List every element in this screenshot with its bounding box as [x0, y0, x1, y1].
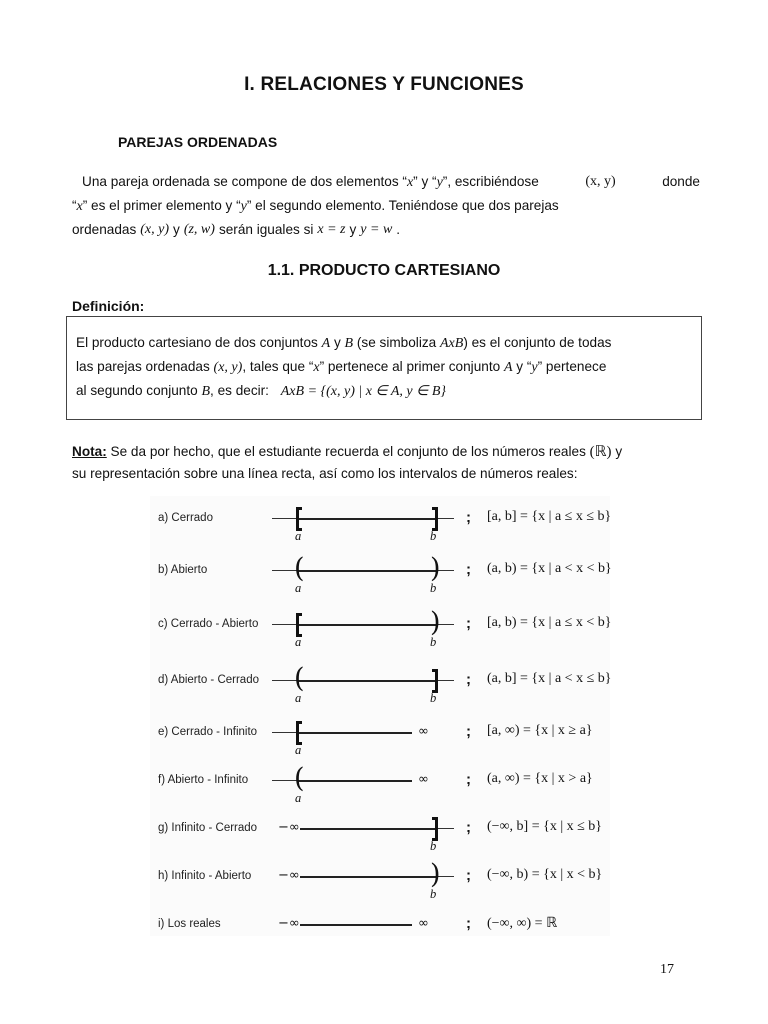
- endpoint-label: a: [295, 791, 302, 805]
- endpoint-label: a: [295, 581, 302, 595]
- interval-row: [150, 758, 610, 812]
- interval-formula: (−∞, b] = {x | x ≤ b}: [487, 819, 603, 834]
- definition-box: [66, 316, 702, 420]
- interval-formula: [a, ∞) = {x | x ≥ a}: [487, 723, 593, 738]
- interval-formula: (a, b] = {x | a < x ≤ b}: [487, 671, 612, 686]
- neg-infinity-label: −∞: [278, 868, 300, 883]
- interval-label: g) Infinito - Cerrado: [158, 822, 258, 834]
- semicolon: ;: [466, 509, 471, 526]
- interval-formula: (a, ∞) = {x | x > a}: [487, 771, 593, 786]
- neg-infinity-label: −∞: [278, 820, 300, 835]
- number-line-left-thin: [272, 624, 298, 625]
- semicolon: ;: [466, 615, 471, 632]
- interval-formula: (−∞, ∞) = ℝ: [487, 916, 558, 931]
- semicolon: ;: [466, 819, 471, 836]
- interval-row: [150, 806, 610, 860]
- endpoint-label: a: [295, 635, 302, 649]
- intervals-figure: [150, 496, 610, 936]
- interval-label: f) Abierto - Infinito: [158, 774, 249, 786]
- left-parenthesis-icon: (: [294, 553, 305, 584]
- interval-label: c) Cerrado - Abierto: [158, 618, 259, 630]
- interval-segment: [300, 876, 436, 878]
- left-bracket-icon: [296, 507, 302, 531]
- right-parenthesis-icon: ): [430, 607, 441, 638]
- semicolon: ;: [466, 771, 471, 788]
- interval-row: [150, 548, 610, 602]
- page-number: 17: [660, 962, 674, 977]
- note-paragraph: Nota: Se da por hecho, que el estudiante recuerda el conjunto de los números reales (ℝ) y su representación sobre una línea recta, así como los intervalos de números reales:: [72, 444, 623, 481]
- interval-formula: (−∞, b) = {x | x < b}: [487, 867, 603, 882]
- endpoint-label: b: [430, 691, 437, 705]
- neg-infinity-label: −∞: [278, 916, 300, 931]
- page-title: I. RELACIONES Y FUNCIONES: [244, 74, 524, 95]
- paragraph-line-3: ordenadas (x, y) y (z, w) serán iguales si x = z y y = w .: [72, 222, 401, 237]
- number-line-right-thin: [436, 828, 454, 829]
- interval-label: d) Abierto - Cerrado: [158, 674, 259, 686]
- endpoint-label: b: [430, 887, 437, 901]
- right-bracket-icon: [432, 507, 438, 531]
- paragraph-line-1: Una pareja ordenada se compone de dos elementos “x” y “y”, escribiéndose (x, y) donde: [82, 174, 700, 190]
- left-parenthesis-icon: (: [294, 763, 305, 794]
- endpoint-label: b: [430, 839, 437, 853]
- note-label: Nota:: [72, 444, 107, 459]
- interval-label: i) Los reales: [158, 918, 221, 930]
- interval-row: [150, 710, 610, 764]
- semicolon: ;: [466, 723, 471, 740]
- definition-line-3: al segundo conjunto B, es decir: AxB = {(x, y) | x ∈ A, y ∈ B}: [76, 383, 446, 399]
- endpoint-label: b: [430, 529, 437, 543]
- number-line-left-thin: [272, 518, 298, 519]
- endpoint-label: a: [295, 691, 302, 705]
- endpoint-label: b: [430, 635, 437, 649]
- infinity-label: ∞: [418, 772, 429, 787]
- definition-line-1: El producto cartesiano de dos conjuntos A y B (se simboliza AxB) es el conjunto de todas: [76, 335, 612, 351]
- semicolon: ;: [466, 867, 471, 884]
- infinity-label: ∞: [418, 916, 429, 931]
- number-line-left-thin: [272, 732, 298, 733]
- interval-row: [150, 854, 610, 908]
- interval-label: b) Abierto: [158, 564, 208, 576]
- semicolon: ;: [466, 671, 471, 688]
- interval-row: [150, 602, 610, 656]
- interval-segment: [298, 570, 436, 572]
- interval-segment: [298, 780, 412, 782]
- parejas-paragraph: [72, 170, 700, 241]
- number-line-right-thin: [436, 680, 454, 681]
- section-heading-parejas: PAREJAS ORDENADAS: [118, 134, 278, 150]
- left-parenthesis-icon: (: [294, 663, 305, 694]
- endpoint-label: b: [430, 581, 437, 595]
- interval-row: [150, 902, 610, 956]
- interval-formula: [a, b] = {x | a ≤ x ≤ b}: [487, 509, 612, 524]
- interval-label: h) Infinito - Abierto: [158, 870, 252, 882]
- interval-segment: [298, 624, 436, 626]
- interval-label: a) Cerrado: [158, 512, 213, 524]
- interval-formula: (a, b) = {x | a < x < b}: [487, 561, 612, 576]
- interval-segment: [300, 828, 436, 830]
- section-heading-producto: 1.1. PRODUCTO CARTESIANO: [267, 262, 501, 279]
- interval-segment: [298, 680, 436, 682]
- right-parenthesis-icon: ): [430, 553, 441, 584]
- left-bracket-icon: [296, 613, 302, 637]
- infinity-label: ∞: [418, 724, 429, 739]
- left-bracket-icon: [296, 721, 302, 745]
- endpoint-label: a: [295, 743, 302, 757]
- interval-segment: [298, 732, 412, 734]
- number-line-right-thin: [436, 518, 454, 519]
- interval-formula: [a, b) = {x | a ≤ x < b}: [487, 615, 612, 630]
- interval-row: [150, 658, 610, 712]
- interval-segment: [298, 518, 436, 520]
- endpoint-label: a: [295, 529, 302, 543]
- right-bracket-icon: [432, 817, 438, 841]
- interval-label: e) Cerrado - Infinito: [158, 726, 258, 738]
- interval-row: [150, 496, 610, 550]
- interval-segment: [300, 924, 412, 926]
- paragraph-line-2: “x” es el primer elemento y “y” el segundo elemento. Teniéndose que dos parejas: [72, 198, 559, 214]
- right-bracket-icon: [432, 669, 438, 693]
- semicolon: ;: [466, 915, 471, 932]
- semicolon: ;: [466, 561, 471, 578]
- right-parenthesis-icon: ): [430, 859, 441, 890]
- definition-line-2: las parejas ordenadas (x, y), tales que “x” pertenece al primer conjunto A y “y” pertenece: [76, 359, 607, 375]
- definition-label: Definición:: [72, 298, 145, 314]
